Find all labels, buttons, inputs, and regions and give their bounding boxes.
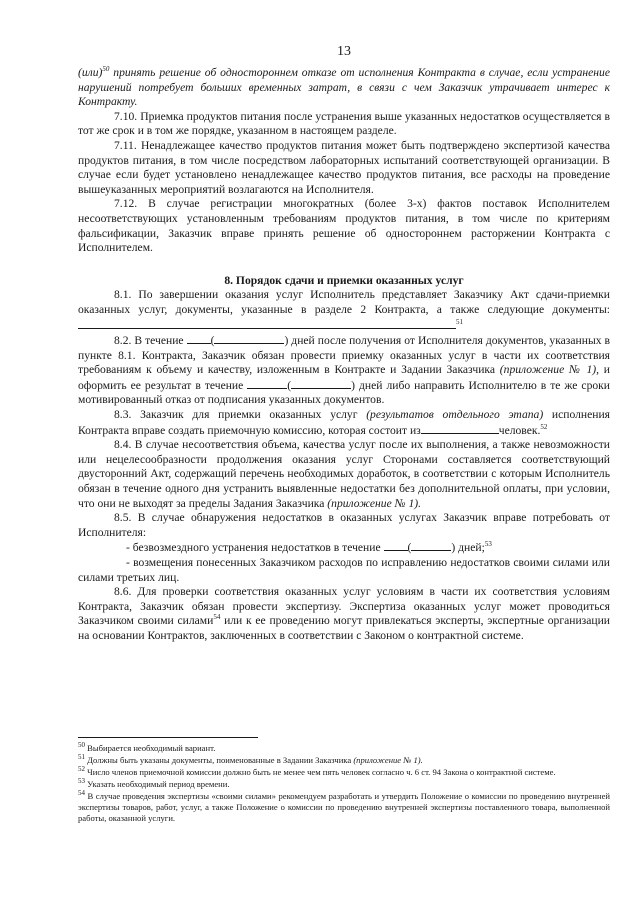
page-number: 13 [337, 44, 351, 59]
footnote-ref-50[interactable]: 50 [102, 65, 110, 74]
paragraph-8-3: 8.3. Заказчик для приемки оказанных услуг (результатов отдельного этапа) исполнения Контракта вправе создать приемочную комиссию, которая состоит из человек.$^{52}$ [78, 408, 610, 437]
footnote-separator [78, 737, 258, 738]
paragraph-8-4: 8.4. В случае несоответствия объема, качества услуг после их выполнения, а также невозможности или нецелесообразности продолжения оказания услуг Сторонами составляется соответствующий двусторонний Акт, содержащий перечень необходимых доработок, в соответствии с которым Исполнитель обязан в течение одного дня устранить выявленные недостатки без дополнительной оплаты, при условии, что они не выходят за пределы Задания Заказчика (приложение № 1). [78, 438, 610, 510]
footnote-ref-51[interactable]: 51 [456, 317, 463, 326]
footnote-ref-53[interactable]: 53 [484, 540, 492, 549]
days-words-blank-2 [291, 378, 351, 389]
footnote-53: $^{53}$ Указать необходимый период времени. [78, 777, 230, 789]
paragraph-7-12: 7.12. В случае регистрации многократных (более 3-х) фактов поставок Исполнителем несоответствующих установленным требованиям продуктов питания, в том числе по критериям фальсификации, Заказчик вправе принять решение об одностороннем расторжении Контракта с Исполнителем. [78, 197, 610, 255]
paragraph-8-5: 8.5. В случае обнаружения недостатков в оказанных услугах Заказчик вправе потребовать от Исполнителя: [78, 511, 610, 539]
paragraph-8-6: 8.6. Для проверки соответствия оказанных услуг условиям в части их соответствия условиям Контракта, Заказчик обязан провести экспертизу. Экспертиза оказанных услуг может проводиться Заказчиком своими силами$^{54}$ или к ее проведению могут привлекаться эксперты, экспертные организации на основании Контрактов, заключенных в соответствии с Законом о контрактной системе. [78, 585, 610, 642]
section-8-heading: 8. Порядок сдачи и приемки оказанных услуг [224, 273, 464, 287]
paragraph-7-10: 7.10. Приемка продуктов питания после устранения выше указанных недостатков осуществляется в тот же срок и в том же порядке, указанном в настоящем разделе. [78, 109, 610, 138]
footnote-51: $^{51}$ Должны быть указаны документы, поименованные в Задании Заказчика (приложение № 1). [78, 753, 423, 765]
correction-days-blank [384, 540, 408, 551]
footnotes [78, 743, 610, 825]
paragraph-7-9-continued: (или)$^{50}$ принять решение об одностороннем отказе от исполнения Контракта в случае, если устранение нарушений потребует больших временных затрат, в связи с чем Заказчик утрачивает интерес к Контракту. [78, 65, 610, 109]
footnote-ref-54[interactable]: 54 [213, 613, 221, 622]
correction-days-words-blank [411, 540, 451, 551]
paragraph-7-11: 7.11. Ненадлежащее качество продуктов питания может быть подтверждено экспертизой качества продуктов питания, в том числе посредством лабораторных испытаний соответствующей организации. В случае если будет установлено ненадлежащее качество продуктов питания, все расходы на проведение вышеуказанных мероприятий возлагаются на Исполнителя. [78, 138, 610, 196]
paragraph-8-1: 8.1. По завершении оказания услуг Исполнитель представляет Заказчику Акт сдачи-приемки оказанных услуг, документы, указанные в разделе 2 Контракта, а также следующие документы:$^{51}$ [78, 288, 610, 333]
footnote-ref-52[interactable]: 52 [540, 422, 548, 431]
footnote-54: $^{54}$ В случае проведения экспертизы «своими силами» рекомендуем разработать и утвердить Положение о комиссии по проведению внутренней экспертизы товаров, работ, услуг, а также Положение о комиссии по проведению внутренней экспертизы поставленного товара, выполненной работы, оказанной услуги. [78, 789, 610, 823]
days-blank-2 [247, 378, 287, 389]
days-blank-1 [187, 333, 211, 344]
footnote-52: $^{52}$ Число членов приемочной комиссии должно быть не менее чем пять человек согласно ч. 6 ст. 94 Закона о контрактной системе. [78, 765, 556, 777]
paragraph-8-2: 8.2. В течение ( ) дней после получения от Исполнителя документов, указанных в пункте 8.1. Контракта, Заказчик обязан провести приемку оказанных услуг в части их соответствия требованиям к объему и качеству, изложенным в Контракте и Задании Заказчика (приложение № 1), и оформить ее результат в течение ( ) дней либо направить Исполнителю в те же сроки мотивированный отказ от подписания указанных документов. [78, 334, 611, 407]
commission-count-blank [421, 423, 499, 434]
days-words-blank-1 [214, 333, 284, 344]
paragraph-8-5-item-2: - возмещения понесенных Заказчиком расходов по исправлению недостатков своими силами или силами третьих лиц. [78, 556, 610, 584]
documents-blank [78, 318, 456, 329]
document-body [78, 66, 610, 644]
paragraph-8-5-item-1: - безвозмездного устранения недостатков в течение ( ) дней;$^{53}$ [126, 540, 492, 555]
footnote-50: $^{50}$ Выбирается необходимый вариант. [78, 741, 216, 753]
